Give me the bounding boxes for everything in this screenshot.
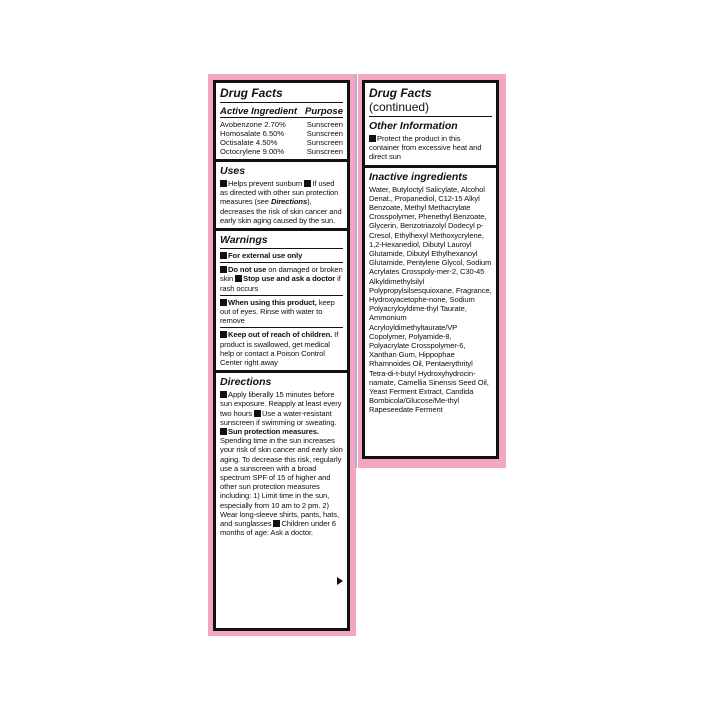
ingredient-name: Octisalate 4.50% [220,138,278,147]
external-use-warning: For external use only [228,251,303,261]
other-information-text [369,134,492,162]
active-ingredient-heading: Active Ingredient [220,106,298,117]
bullet-square-icon [220,252,227,259]
ingredient-row [220,129,343,138]
keep-out-of-reach-label: Keep out of reach of children. [228,330,333,340]
ingredient-row [220,138,343,147]
inactive-ingredients-section [365,168,496,418]
ingredient-name: Octocrylene 9.00% [220,147,285,156]
when-using-text: keep out of eyes. Rinse with water to remove [220,297,335,326]
ingredient-purpose: Sunscreen [306,138,343,147]
inactive-ingredients-title: Inactive ingredients [369,170,468,183]
do-not-use-label: Do not use [228,265,267,275]
ingredient-name: Avobenzone 2.70% [220,120,286,129]
drug-facts-panel-right [362,80,499,459]
bullet-square-icon [235,275,242,282]
ingredient-name: Homosalate 6.50% [220,129,285,138]
stop-use-label: Stop use and ask a doctor [243,274,336,284]
storage-text: Protect the product in this container from excessive heat and direct sun [369,134,482,162]
directions-item: Children under 6 months of age: Ask a doctor. [220,519,336,538]
inactive-ingredients-text: Water, Butyloctyl Salicylate, Alcohol Denat., Propanediol, C12-15 Alkyl Benzoate, Methyl Methacrylate Crosspolymer, Phenethyl Benzoate, Glycerin, Benzotriazolyl Dodecyl p-Cresol, Ethylhexyl Methoxycrylene, 1,2-Hexanediol, Dibutyl Lauroyl Glutamide, Dibutyl Ethylhexanoyl Glutamide, Pentylene Glycol, Sodium Acrylates Crosspoly-mer-2, C30-45 Alkyldimethylsilyl Polypropylsilsesquioxane, Fragrance, Hydroxyacetophe-none, Sodium Polyacryloyldime-thyl Taurate, Ammonium Acryloyldimethyltaurate/VP Copolymer, Polyamide-8, Polyacrylate Crosspolymer-6, Xanthan Gum, Hippophae Rhamnoides Oil, Pentaerythrityl Tetra-di-t-butyl Hydroxyhydrocin-namate, Camellia Sinensis Seed Oil, Yeast Ferment Extract, Candida Bombicola/Glucose/Me-thyl Rapeseedate Ferment [369,184,492,415]
ingredient-row [220,120,343,129]
bullet-square-icon [220,180,227,187]
do-not-use-text: on damaged or broken skin [220,265,343,284]
directions-item: Apply liberally 15 minutes before sun exposure. Reapply at least every two hours [220,390,342,418]
ingredient-purpose: Sunscreen [306,120,343,129]
sun-protection-text: Spending time in the sun increases your risk of skin cancer and early skin aging. To decrease this risk, regularly use a sunscreen with a broad spectrum SPF of 15 of higher and other sun protection measures including: 1) Limit time in the sun, especially from 10 am to 2 pm. 2) Wear long-sleeve shirts, pants, hats, and sunglasses [220,436,343,529]
stop-use-text: if rash occurs [220,274,341,293]
warnings-text [220,248,343,367]
divider [220,327,343,328]
continued-label: (continued) [369,100,430,114]
keep-out-of-reach-text: If product is swallowed, get medical help or contact a Poison Control Center right away [220,330,339,368]
divider [220,262,343,263]
ingredient-row [220,147,343,156]
uses-item-end: ), decreases the risk of skin cancer and early skin aging caused by the sun. [220,197,342,225]
divider [220,248,343,249]
bullet-square-icon [220,299,227,306]
ingredient-purpose: Sunscreen [306,129,343,138]
uses-text [220,179,343,225]
other-information-section [365,83,496,168]
active-ingredient-section [216,83,347,162]
uses-title: Uses [220,165,246,177]
drug-facts-title: Drug Facts [369,86,432,100]
bullet-square-icon [304,180,311,187]
warnings-section [216,231,347,373]
bullet-square-icon [369,135,376,142]
ingredient-purpose: Sunscreen [306,147,343,156]
drug-facts-continued-title [369,86,492,117]
bullet-square-icon [254,410,261,417]
uses-item: If used as directed with other sun protection measures (see [220,179,339,207]
directions-title: Directions [220,376,272,389]
drug-facts-title: Drug Facts [220,86,343,103]
bullet-square-icon [273,520,280,527]
directions-reference: Directions [270,197,308,207]
directions-text [220,390,343,537]
warnings-title: Warnings [220,234,268,247]
bullet-square-icon [220,428,227,435]
continue-arrow-icon [337,577,343,585]
sun-protection-label: Sun protection measures. [228,427,319,437]
divider [220,295,343,296]
drug-facts-panel-left [213,80,350,631]
bullet-square-icon [220,391,227,398]
active-ingredient-header [220,106,343,118]
directions-section [216,373,347,589]
uses-section [216,162,347,231]
panel-divider [355,74,357,468]
bullet-square-icon [220,331,227,338]
uses-item: Helps prevent sunburn [228,179,303,188]
directions-item: Use a water-resistant sunscreen if swimming or sweating. [220,408,337,427]
other-information-title: Other Information [369,120,458,132]
purpose-heading: Purpose [304,106,343,117]
when-using-label: When using this product, [228,297,317,307]
bullet-square-icon [220,266,227,273]
